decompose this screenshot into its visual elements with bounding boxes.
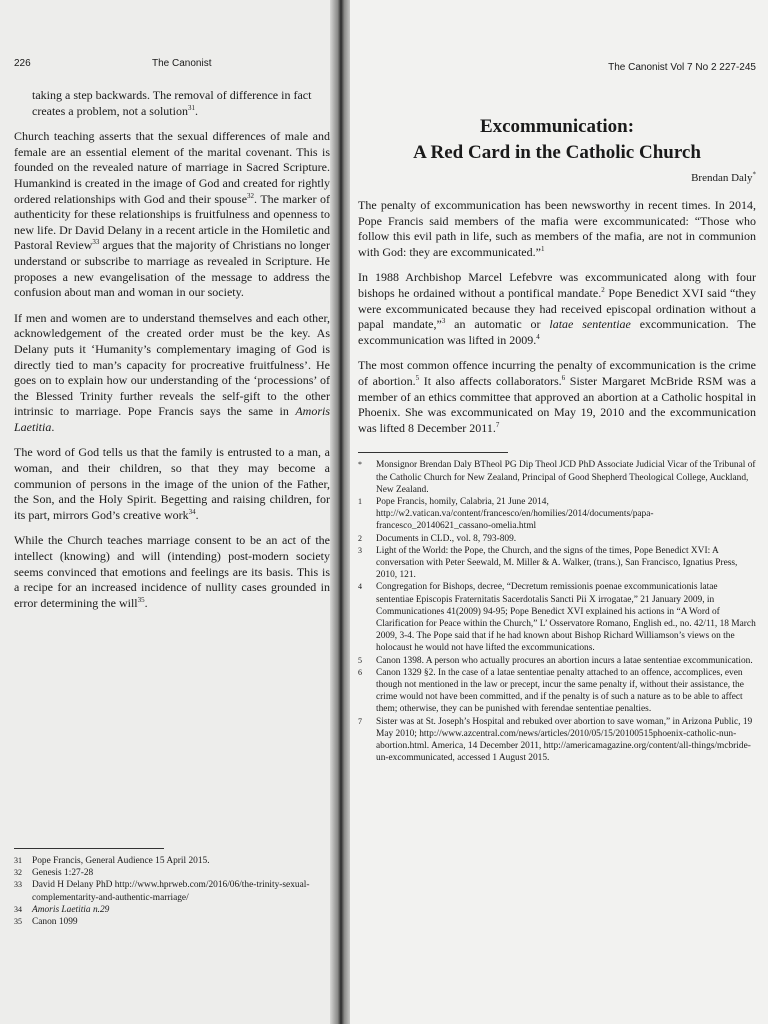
footnote: 31 Pope Francis, General Audience 15 April 2015.: [14, 856, 210, 866]
left-paragraph-1: Church teaching asserts that the sexual differences of male and female are an essential element of the marital covenant. This is founded on the revealed nature of marriage in Sacred Scripture. Humankind is created in the image of God and created for rightly ordered relationships with God and their spouse$^{32}$. The marker of authenticity for these relationships is fruitfulness and openness to new life. Dr David Delany in a recent article in the Homiletic and Pastoral Review$^{33}$ argues that the majority of Christians no longer understand or subscribe to marriage as revealed in Scripture. He proposes a new evangelisation of the message to address the confusion about man and woman in our society.: [14, 129, 331, 300]
book-gutter: [330, 0, 352, 1024]
footnote: 33 David H Delany PhD http://www.hprweb.com/2016/06/the-trinity-sexual-complementarity-and-authentic-marriage/: [14, 880, 310, 903]
footnote: 7 Sister was at St. Joseph’s Hospital and rebuked over abortion to save woman,” in Arizona Public, 19 May 2010; http://www.azcentral.com/news/articles/2010/05/15/20100515phoenix-catholic-nun-abortion.html. America, 14 December 2011, http://americamagazine.org/content/all-things/mcbride-un-excommunicated, accessed 1 August 2015.: [358, 716, 753, 764]
footnote: 5 Canon 1398. A person who actually procures an abortion incurs a latae sententiae excommunication.: [358, 655, 753, 666]
footnote: 35 Canon 1099: [14, 917, 78, 928]
footnote: 3 Light of the World: the Pope, the Church, and the signs of the times, Pope Benedict XVI: A conversation with Peter Seewald, M. Miller & A. Walker, (trans.), San Francisco, Ignatius Press, 2010, 121.: [358, 545, 738, 581]
footnote: 6 Canon 1329 §2. In the case of a latae sententiae penalty attached to an offence, accomplices, even though not mentioned in the law or precept, incur the same penalty if, without their assistance, the crime would not have been committed, and if the penalty is of such a nature as to be able to affect them; otherwise, they can be punished with ferendae sententiae penalties.: [358, 667, 744, 715]
journal-title: The Canonist: [152, 58, 212, 69]
right-footnotes: [358, 452, 756, 764]
left-paragraph-2: If men and women are to understand themselves and each other, acknowledgement of the created order must be the key. As Delany puts it ‘Humanity’s complementary imaging of God is directly tied to man’s capacity for procreative fruitfulness’. He goes on to explain how our understanding of the ‘processions’ of the Blessed Trinity further reveals the self-gift to the other intrinsic to marriage. Pope Francis says the same in Amoris Laetitia.: [14, 310, 330, 434]
left-paragraph-3: The word of God tells us that the family is entrusted to a man, a woman, and their children, so that they may become a communion of persons in the image of the union of the Father, the Son, and the Holy Spirit. Begetting and raising children, for its part, mirrors God’s creative work$^{34}$.: [14, 445, 330, 522]
left-page: [0, 0, 336, 1024]
page-number: 226: [14, 58, 31, 69]
left-paragraph-4: While the Church teaches marriage consent to be an act of the intellect (knowing) and will (intending) post-modern society seems convinced that emotions and feelings are its basis. This is a recipe for an increased incidence of nullity cases grounded in error determining the will$^{35}$.: [14, 533, 330, 610]
left-footnotes: [14, 848, 330, 928]
opening-fragment: taking a step backwards. The removal of difference in fact creates a problem, not a solution$^{31}$.: [32, 88, 312, 118]
journal-volume: The Canonist Vol 7 No 2 227-245: [608, 62, 756, 73]
footnote: 4 Congregation for Bishops, decree, “Decretum remissionis poenae excommunicationis latae sententiae Episcopis Fraternitatis Sacerdotalis Sancti Pii X irrogatae,” 21 January 2009, in Communicationes 41(2009) 94-95; Pope Benedict XVI explained his actions in “A Word of Clarification for Peace within the Church,” L’ Osservatore Romano, English ed., no. 42/11, 18 March 2009, 3-4. The Pope said that if he had known about Bishop Richard Williamson’s views on the holocaust he would not have lifted the excommunications.: [358, 582, 756, 654]
footnote-rule: [358, 452, 508, 453]
right-page: [350, 0, 768, 1024]
footnote: 34 Amoris Laetitia n.29: [14, 904, 110, 915]
footnote: 1 Pope Francis, homily, Calabria, 21 June 2014, http://w2.vatican.va/content/francesco/en/homilies/2014/documents/papa-francesco_20140621_cassano-omelia.html: [358, 496, 654, 532]
author-name: Brendan Daly*: [691, 170, 756, 184]
right-paragraph-2: In 1988 Archbishop Marcel Lefebvre was excommunicated along with four bishops he ordained without a pontifical mandate.$^2$ Pope Benedict XVI said “they were excommunicated because they had received episcopal ordination without a papal mandate,”$^3$ an automatic or latae sententiae excommunication. The excommunication was lifted in 2009.$^4$: [358, 270, 757, 347]
footnote-rule: [14, 848, 164, 849]
right-paragraph-3: The most common offence incurring the penalty of excommunication is the crime of abortion.$^5$ It also affects collaborators.$^6$ Sister Margaret McBride RSM was a member of an ethics committee that approved an abortion at a Catholic hospital in Phoenix. She was excommunicated on May 19, 2010 and the excommunication was lifted 8 December 2011.$^7$: [358, 358, 756, 435]
footnote: * Monsignor Brendan Daly BTheol PG Dip Theol JCD PhD Associate Judicial Vicar of the Tribunal of the Catholic Church for New Zealand, Principal of Good Shepherd Theological College, Auckland, New Zealand.: [358, 460, 756, 495]
right-paragraph-1: The penalty of excommunication has been newsworthy in recent times. In 2014, Pope Francis said members of the mafia were excommunicated: “Those who follow this evil path in life, such as members of the mafia, are not in communion with God: they are excommunicated.”$^1$: [358, 198, 756, 259]
left-running-head: [14, 58, 330, 74]
article-title: Excommunication: A Red Card in the Catholic Church: [413, 116, 701, 163]
footnote: 32 Genesis 1:27-28: [14, 868, 94, 879]
right-running-head: [358, 62, 756, 78]
footnote: 2 Documents in CLD., vol. 8, 793-809.: [358, 533, 517, 544]
